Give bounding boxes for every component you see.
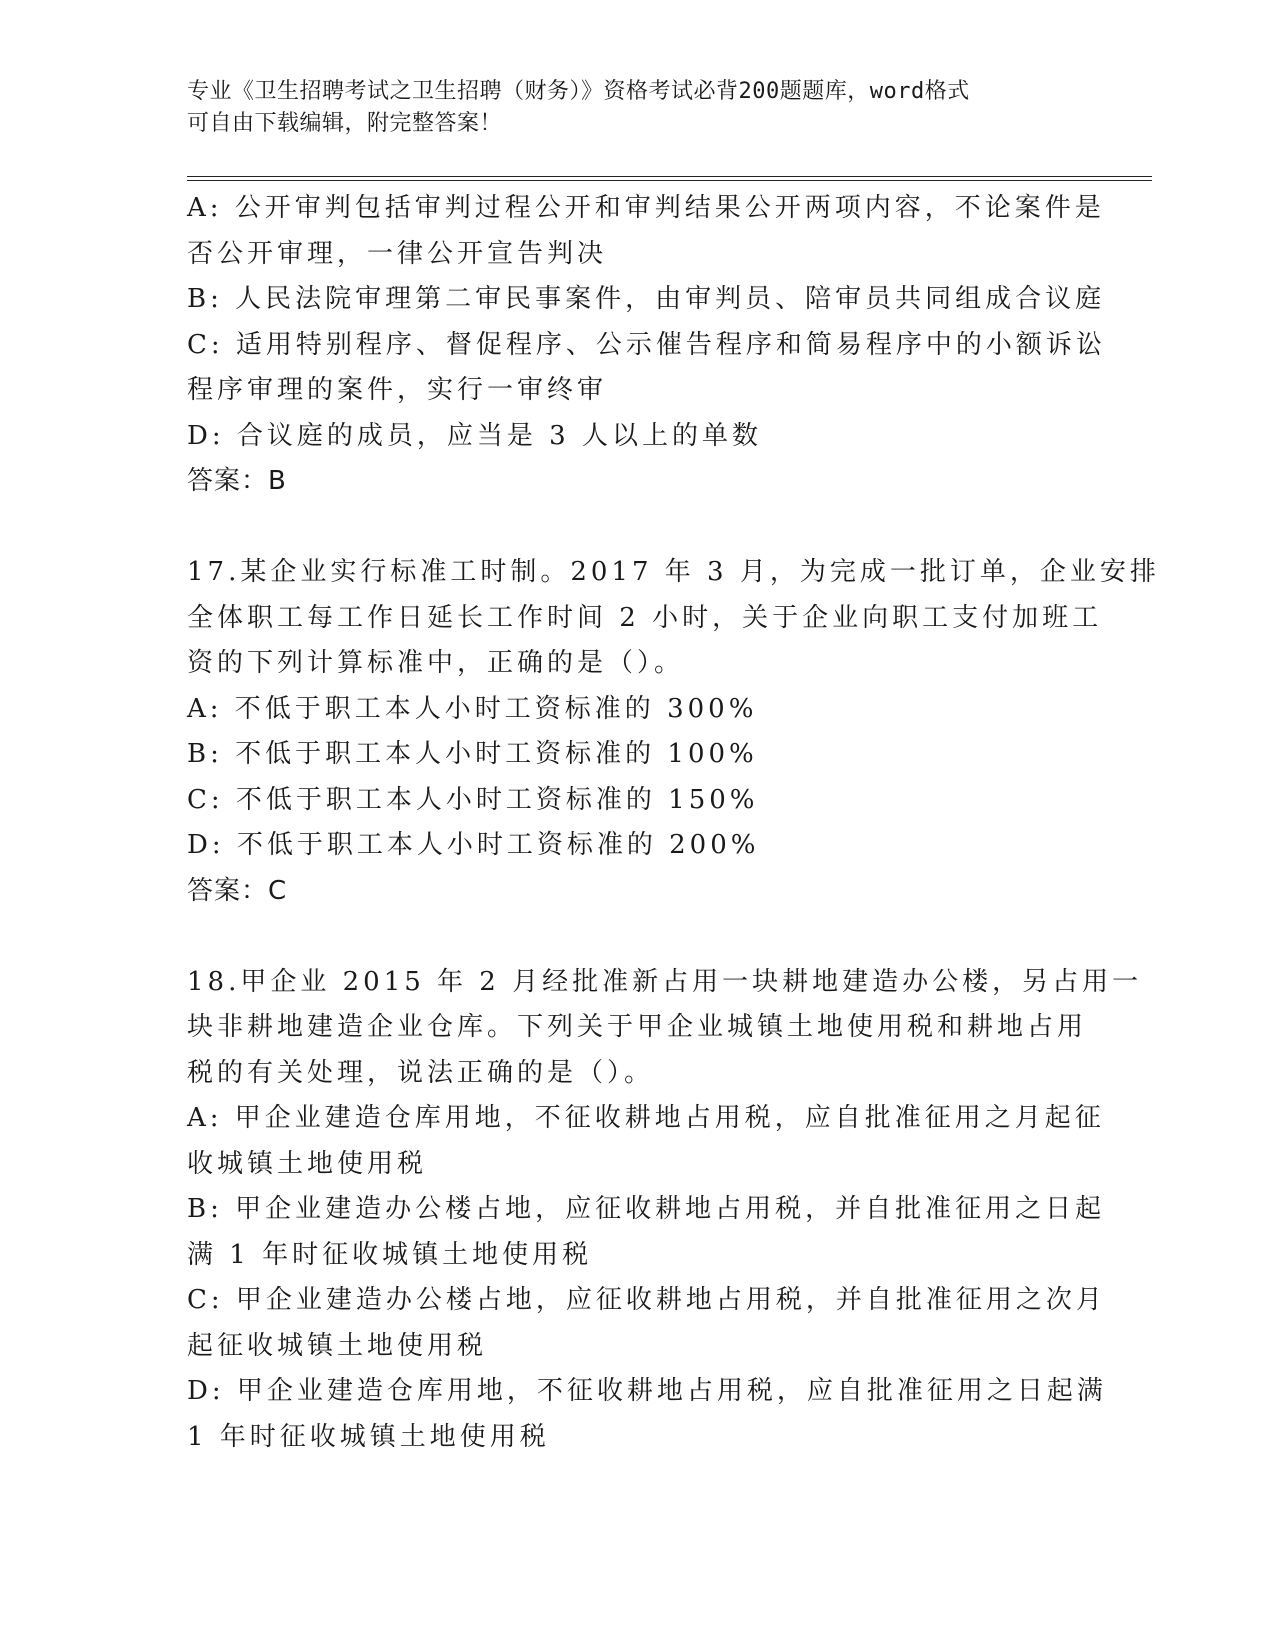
header-divider bbox=[187, 176, 1152, 181]
q17-option-b: B: 不低于职工本人小时工资标准的 100% bbox=[187, 739, 758, 769]
question-content bbox=[187, 186, 1160, 1460]
q18-stem-line-1: 18.甲企业 2015 年 2 月经批准新占用一块耕地建造办公楼，另占用一 bbox=[187, 966, 1143, 997]
q18-option-d-line-2: 1 年时征收城镇土地使用税 bbox=[187, 1421, 550, 1452]
page-header bbox=[187, 76, 1067, 140]
spacer bbox=[187, 505, 1067, 551]
question-18 bbox=[187, 960, 1143, 1461]
q18-option-b-line-2: 满 1 年时征收城镇土地使用税 bbox=[187, 1239, 593, 1270]
q16-option-b: B: 人民法院审理第二审民事案件，由审判员、陪审员共同组成合议庭 bbox=[187, 284, 1106, 314]
q17-option-a: A: 不低于职工本人小时工资标准的 300% bbox=[187, 693, 758, 724]
q18-stem-line-2: 块非耕地建造企业仓库。下列关于甲企业城镇土地使用税和耕地占用 bbox=[187, 1012, 1088, 1042]
q18-stem-line-3: 税的有关处理，说法正确的是（）。 bbox=[187, 1057, 655, 1088]
q18-option-b-line-1: B: 甲企业建造办公楼占地，应征收耕地占用税，并自批准征用之日起 bbox=[187, 1194, 1106, 1224]
spacer bbox=[187, 914, 1067, 960]
question-16-options bbox=[187, 186, 1106, 505]
q16-option-a-line-1: A: 公开审判包括审判过程公开和审判结果公开两项内容，不论案件是 bbox=[187, 193, 1105, 223]
question-17 bbox=[187, 550, 1160, 914]
header-title-line-2: 可自由下载编辑，附完整答案！ bbox=[187, 111, 503, 136]
q18-option-d-line-1: D: 甲企业建造仓库用地，不征收耕地占用税，应自批准征用之日起满 bbox=[187, 1376, 1107, 1406]
header-title-line-1: 专业《卫生招聘考试之卫生招聘（财务）》资格考试必背200题题库，word格式 bbox=[187, 79, 970, 104]
q18-option-a-line-2: 收城镇土地使用税 bbox=[187, 1148, 428, 1179]
q17-answer: 答案：C bbox=[187, 875, 288, 906]
q18-option-c-line-2: 起征收城镇土地使用税 bbox=[187, 1330, 488, 1361]
q18-option-a-line-1: A: 甲企业建造仓库用地，不征收耕地占用税，应自批准征用之月起征 bbox=[187, 1103, 1105, 1133]
q16-option-d: D: 合议庭的成员，应当是 3 人以上的单数 bbox=[187, 420, 762, 451]
q17-stem-line-1: 17.某企业实行标准工时制。2017 年 3 月，为完成一批订单，企业安排 bbox=[187, 557, 1160, 587]
q16-option-a-line-2: 否公开审理，一律公开宣告判决 bbox=[187, 238, 608, 269]
q17-stem-line-3: 资的下列计算标准中，正确的是（）。 bbox=[187, 648, 685, 678]
q18-option-c-line-1: C: 甲企业建造办公楼占地，应征收耕地占用税，并自批准征用之次月 bbox=[187, 1285, 1106, 1315]
q16-option-c-line-1: C: 适用特别程序、督促程序、公示催告程序和简易程序中的小额诉讼 bbox=[187, 329, 1106, 360]
q17-option-c: C: 不低于职工本人小时工资标准的 150% bbox=[187, 784, 759, 815]
q17-stem-line-2: 全体职工每工作日延长工作时间 2 小时，关于企业向职工支付加班工 bbox=[187, 602, 1103, 633]
q16-answer: 答案：B bbox=[187, 466, 287, 496]
q16-option-c-line-2: 程序审理的案件，实行一审终审 bbox=[187, 375, 608, 405]
q17-option-d: D: 不低于职工本人小时工资标准的 200% bbox=[187, 830, 760, 860]
